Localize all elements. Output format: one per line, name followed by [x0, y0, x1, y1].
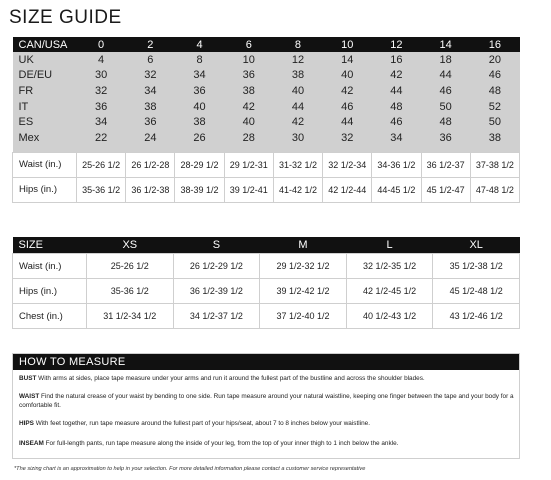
how-to-measure-section [12, 353, 520, 459]
table-cell: 42 [273, 114, 322, 130]
numeric-size-table [12, 37, 520, 203]
measure-text: With feet together, run tape measure around the fullest part of your hips/seat, about 7 to 8 inches below your waistline. [33, 420, 370, 427]
table-cell: 29 1/2-31 [224, 152, 273, 177]
table-cell: 18 [421, 52, 470, 68]
table-row [13, 130, 520, 146]
table-cell: 39 1/2-41 [224, 177, 273, 202]
header-cell: L [346, 237, 433, 254]
table-cell: 42 1/2-45 1/2 [346, 279, 433, 304]
table-cell: 36 1/2-38 [126, 177, 175, 202]
table-cell: 16 [372, 52, 421, 68]
table-cell: 40 [175, 99, 224, 115]
measure-item-bust [19, 375, 515, 384]
table-cell: 26 1/2-28 [126, 152, 175, 177]
table-cell: 34 [372, 130, 421, 146]
letter-table-header [13, 237, 520, 254]
table-cell: 42 1/2-44 [323, 177, 372, 202]
table-cell: 42 [224, 99, 273, 115]
table-cell: 39 1/2-42 1/2 [260, 279, 347, 304]
table-row [13, 279, 520, 304]
table-cell: 40 [273, 83, 322, 99]
table-row [13, 99, 520, 115]
header-cell: 10 [323, 37, 372, 52]
header-cell: XS [87, 237, 174, 254]
row-label: Waist (in.) [13, 254, 87, 279]
table-cell: 46 [323, 99, 372, 115]
row-label: IT [13, 99, 77, 115]
table-cell: 30 [273, 130, 322, 146]
header-cell: XL [433, 237, 520, 254]
table-cell: 44 [323, 114, 372, 130]
table-cell: 22 [77, 130, 126, 146]
measure-text: For full-length pants, run tape measure along the inside of your leg, from the top of your inner thigh to 1 inch below the ankle. [43, 440, 399, 447]
table-cell: 35 1/2-38 1/2 [433, 254, 520, 279]
row-label: ES [13, 114, 77, 130]
header-cell: 16 [470, 37, 519, 52]
table-cell: 26 1/2-29 1/2 [173, 254, 260, 279]
table-cell: 41-42 1/2 [273, 177, 322, 202]
measure-item-inseam [19, 440, 515, 449]
table-cell: 10 [224, 52, 273, 68]
table-cell: 25-26 1/2 [77, 152, 126, 177]
table-cell: 4 [77, 52, 126, 68]
table-cell: 32 [77, 83, 126, 99]
table-cell: 47-48 1/2 [470, 177, 519, 202]
table-cell: 37 1/2-40 1/2 [260, 304, 347, 329]
table-cell: 26 [175, 130, 224, 146]
table-cell: 31 1/2-34 1/2 [87, 304, 174, 329]
header-cell: 14 [421, 37, 470, 52]
table-cell: 12 [273, 52, 322, 68]
header-cell: S [173, 237, 260, 254]
measure-term: BUST [19, 375, 37, 382]
table-row [13, 152, 520, 177]
table-cell: 36 [126, 114, 175, 130]
table-cell: 43 1/2-46 1/2 [433, 304, 520, 329]
table-cell: 40 1/2-43 1/2 [346, 304, 433, 329]
table-cell: 6 [126, 52, 175, 68]
measure-item-waist [19, 393, 515, 411]
table-cell: 50 [421, 99, 470, 115]
table-cell: 25-26 1/2 [87, 254, 174, 279]
header-cell: 6 [224, 37, 273, 52]
table-cell: 29 1/2-32 1/2 [260, 254, 347, 279]
table-cell: 20 [470, 52, 519, 68]
table-row [13, 68, 520, 84]
table-row [13, 83, 520, 99]
table-cell: 32 1/2-35 1/2 [346, 254, 433, 279]
table-cell: 38-39 1/2 [175, 177, 224, 202]
table-cell: 38 [273, 68, 322, 84]
measure-text: With arms at sides, place tape measure under your arms and run it around the fullest part of the bustline and across the shoulder blades. [36, 375, 425, 382]
row-label: FR [13, 83, 77, 99]
measure-term: WAIST [19, 393, 40, 400]
table-cell: 38 [224, 83, 273, 99]
table-cell: 40 [323, 68, 372, 84]
table-cell: 46 [470, 68, 519, 84]
table-row [13, 114, 520, 130]
table-cell: 36 [224, 68, 273, 84]
table-cell: 36 [421, 130, 470, 146]
table-cell: 8 [175, 52, 224, 68]
table-cell: 44 [372, 83, 421, 99]
row-label: UK [13, 52, 77, 68]
table-cell: 48 [470, 83, 519, 99]
table-cell: 48 [372, 99, 421, 115]
row-label: Hips (in.) [13, 177, 77, 202]
header-cell: 4 [175, 37, 224, 52]
header-cell: 12 [372, 37, 421, 52]
table-cell: 32 1/2-34 [323, 152, 372, 177]
table-cell: 38 [175, 114, 224, 130]
table-cell: 24 [126, 130, 175, 146]
measure-term: HIPS [19, 420, 34, 427]
table-cell: 28 [224, 130, 273, 146]
table-cell: 44 [421, 68, 470, 84]
measure-item-hips [19, 420, 515, 429]
header-cell: SIZE [13, 237, 87, 254]
table-cell: 35-36 1/2 [77, 177, 126, 202]
table-cell: 32 [126, 68, 175, 84]
table-cell: 38 [470, 130, 519, 146]
how-to-measure-title: HOW TO MEASURE [13, 354, 519, 370]
table-cell: 34 1/2-37 1/2 [173, 304, 260, 329]
row-label: Mex [13, 130, 77, 146]
measure-text: Find the natural crease of your waist by bending to one side. Run tape measure around your natural waistline, keeping one finger between the tape and your body for a comfortable fit. [19, 393, 514, 409]
row-label: DE/EU [13, 68, 77, 84]
table-cell: 28-29 1/2 [175, 152, 224, 177]
table-cell: 52 [470, 99, 519, 115]
letter-size-table [12, 237, 520, 329]
table-row [13, 254, 520, 279]
row-label: Hips (in.) [13, 279, 87, 304]
header-cell: M [260, 237, 347, 254]
table-cell: 14 [323, 52, 372, 68]
table-row [13, 304, 520, 329]
table-cell: 37-38 1/2 [470, 152, 519, 177]
header-cell: CAN/USA [13, 37, 77, 52]
table-cell: 34 [175, 68, 224, 84]
table-cell: 42 [372, 68, 421, 84]
header-cell: 2 [126, 37, 175, 52]
page-title: SIZE GUIDE [9, 7, 122, 28]
table-cell: 50 [470, 114, 519, 130]
table-cell: 36 [77, 99, 126, 115]
table-cell: 48 [421, 114, 470, 130]
table-cell: 34 [126, 83, 175, 99]
table-cell: 44-45 1/2 [372, 177, 421, 202]
table-cell: 38 [126, 99, 175, 115]
measure-term: INSEAM [19, 440, 44, 447]
table-row [13, 177, 520, 202]
header-cell: 0 [77, 37, 126, 52]
table-cell: 34 [77, 114, 126, 130]
row-label: Waist (in.) [13, 152, 77, 177]
table-cell: 36 1/2-39 1/2 [173, 279, 260, 304]
table-cell: 45 1/2-47 [421, 177, 470, 202]
table-cell: 34-36 1/2 [372, 152, 421, 177]
table-cell: 44 [273, 99, 322, 115]
table-row [13, 52, 520, 68]
table-cell: 40 [224, 114, 273, 130]
row-label: Chest (in.) [13, 304, 87, 329]
footnote: *The sizing chart is an approximation to help in your selection. For more detailed information please contact a customer service representative [14, 466, 366, 472]
numeric-table-header [13, 37, 520, 52]
table-cell: 45 1/2-48 1/2 [433, 279, 520, 304]
table-cell: 36 1/2-37 [421, 152, 470, 177]
table-cell: 36 [175, 83, 224, 99]
table-cell: 30 [77, 68, 126, 84]
table-cell: 35-36 1/2 [87, 279, 174, 304]
table-cell: 42 [323, 83, 372, 99]
table-cell: 46 [421, 83, 470, 99]
table-cell: 32 [323, 130, 372, 146]
header-cell: 8 [273, 37, 322, 52]
table-cell: 46 [372, 114, 421, 130]
table-cell: 31-32 1/2 [273, 152, 322, 177]
